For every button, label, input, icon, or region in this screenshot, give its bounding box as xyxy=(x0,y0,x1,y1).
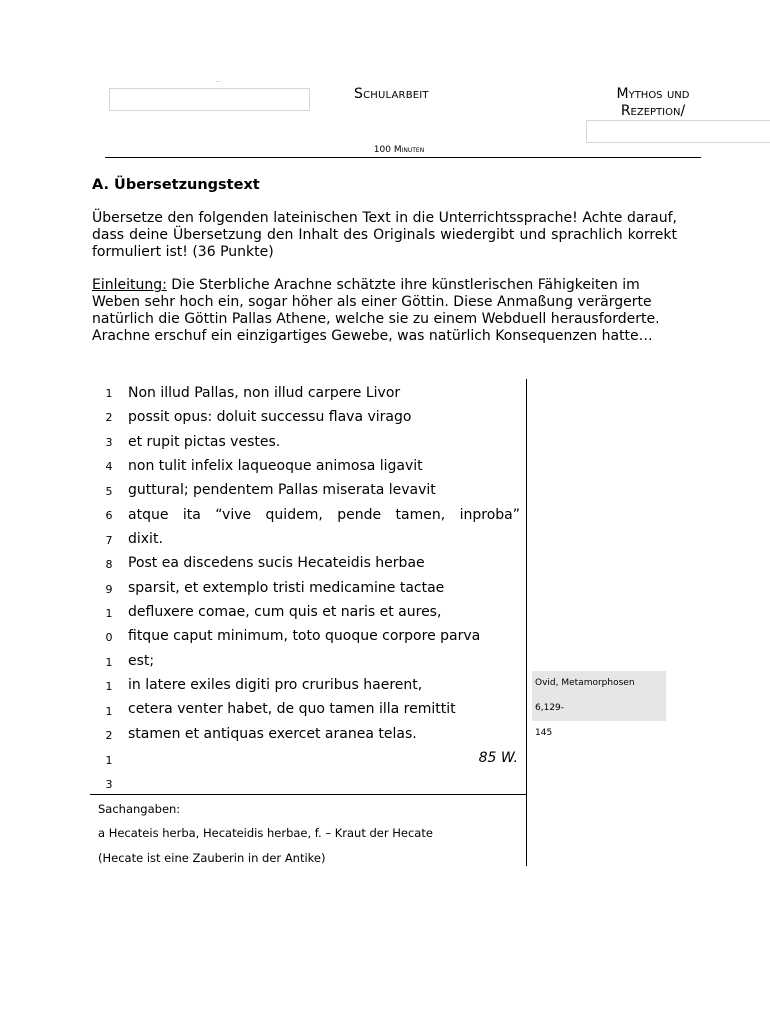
line-number: 3 xyxy=(105,436,113,449)
text-bottom-rule xyxy=(90,794,526,795)
latin-line: Post ea discedens sucis Hecateidis herbae xyxy=(128,555,425,571)
latin-line: stamen et antiquas exercet aranea telas. xyxy=(128,726,417,742)
line-number: 5 xyxy=(105,485,113,498)
latin-line: guttural; pendentem Pallas miserata levavit xyxy=(128,482,436,498)
source-note xyxy=(532,671,666,738)
line-number: 7 xyxy=(105,534,113,547)
line-number: 2 xyxy=(105,411,113,424)
latin-line: in latere exiles digiti pro cruribus haerent, xyxy=(128,677,423,693)
introduction xyxy=(92,277,682,345)
exam-duration: 100 Minuten xyxy=(373,145,425,155)
facts-heading: Sachangaben: xyxy=(98,802,181,816)
latin-line: atque ita “vive quidem, pende tamen, inproba” xyxy=(128,507,520,523)
latin-line: fitque caput minimum, toto quoque corpore parva xyxy=(128,628,481,644)
name-field[interactable] xyxy=(109,88,310,111)
source-line: 145 xyxy=(535,728,553,738)
line-number: 8 xyxy=(105,558,113,571)
line-number: 0 xyxy=(105,631,113,644)
header-rule xyxy=(105,157,701,158)
latin-line: Non illud Pallas, non illud carpere Livor xyxy=(128,385,401,401)
latin-line: est; xyxy=(128,653,155,669)
exam-title: Schularbeit xyxy=(354,86,429,102)
line-number: 1 xyxy=(105,607,113,620)
line-number: 1 xyxy=(105,387,113,400)
line-number: 6 xyxy=(105,509,113,522)
latin-line: defluxere comae, cum quis et naris et aures, xyxy=(128,604,442,620)
latin-line: sparsit, et extemplo tristi medicamine tactae xyxy=(128,580,445,596)
intro-text: Die Sterbliche Arachne schätzte ihre künstlerischen Fähigkeiten im Weben sehr hoch ein, sogar höher als einer Göttin. Diese Anmaßung verärgerte natürlich die Göttin Pallas Athene, welche sie zu einem Webduell herausforderte. Arachne erschuf ein einzigartiges Gewebe, was natürlich Konsequenzen hatte… xyxy=(92,277,660,344)
latin-line: et rupit pictas vestes. xyxy=(128,434,281,450)
line-number: 4 xyxy=(105,460,113,473)
line-number: 1 xyxy=(105,680,113,693)
line-number: 9 xyxy=(105,583,113,596)
line-number: 2 xyxy=(105,729,113,742)
line-number: 1 xyxy=(105,705,113,718)
source-line: Ovid, Metamorphosen 6,129- xyxy=(535,678,635,713)
line-number: 3 xyxy=(105,778,113,791)
latin-line: cetera venter habet, de quo tamen illa remittit xyxy=(128,701,456,717)
instructions: Übersetze den folgenden lateinischen Text in die Unterrichtssprache! Achte darauf, dass deine Übersetzung den Inhalt des Originals wiedergibt und sprachlich korrekt formuliert ist! (36 Punkte) xyxy=(92,210,677,260)
section-title: A. Übersetzungstext xyxy=(92,177,260,193)
column-divider xyxy=(526,379,527,866)
date-field[interactable] xyxy=(586,120,770,143)
latin-line: possit opus: doluit successu flava virago xyxy=(128,409,412,425)
intro-label: Einleitung: xyxy=(92,277,167,293)
facts-item: a Hecateis herba, Hecateidis herbae, f. – Kraut der Hecate xyxy=(98,826,433,840)
word-count: 85 W. xyxy=(478,750,518,766)
exam-topic: Mythos und Rezeption/ xyxy=(616,86,690,119)
line-number: 1 xyxy=(105,656,113,669)
latin-line: dixit. xyxy=(128,531,163,547)
latin-line: non tulit infelix laqueoque animosa ligavit xyxy=(128,458,423,474)
facts-item: (Hecate ist eine Zauberin in der Antike) xyxy=(98,851,326,865)
line-number: 1 xyxy=(105,754,113,767)
header-mark: ·· xyxy=(216,78,221,86)
